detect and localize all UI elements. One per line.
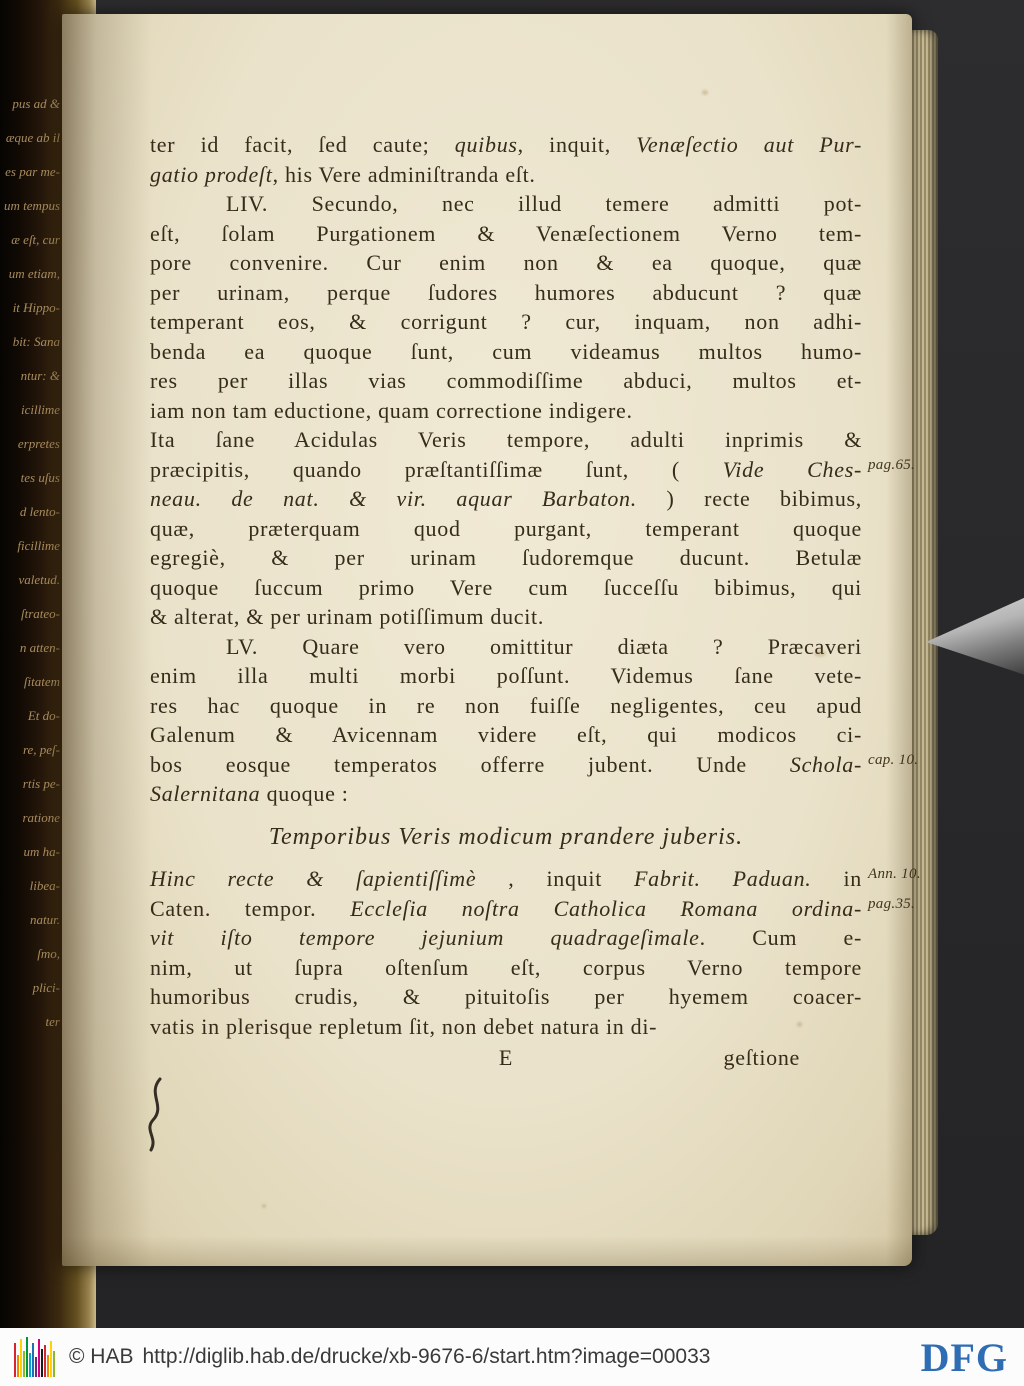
text-line: bos eosque temperatos offerre jubent. Unde Schola- [150,751,862,777]
margin-note: pag.35. [868,896,916,912]
spine-text-fragment: it Hippo- [12,300,60,315]
text-line: temperant eos, & corrigunt ? cur, inquam, non adhi- [150,309,862,334]
spine-text-fragment: ratione [22,810,60,825]
text-line: Temporibus Veris modicum prandere juberis. [268,823,744,850]
spine-text-fragment: ſtrateo- [21,606,60,621]
spine-text-fragment: erpretes [17,436,60,451]
text-line: Salernitana quoque : [150,781,349,806]
spine-text-fragment: icillime [21,402,60,417]
paper-speckle [797,1022,802,1027]
hab-logo-icon [14,1337,55,1377]
spine-text-fragment: um tempus [4,198,60,213]
text-line: iam non tam eductione, quam correctione indigere. [150,397,633,423]
spine-text-fragment: ſitatem [23,674,60,689]
spine-text-fragment: æ eſt, cur [11,232,60,247]
text-line: res per illas vias commodiſſime abduci, multos et- [150,368,862,393]
spine-text-fragment: plici- [32,980,60,995]
copyright-label: © HAB [69,1345,134,1368]
footer-bar [0,1328,1024,1386]
margin-note: cap. 10. [868,752,919,768]
spine-text-fragment: pus ad & [12,96,60,111]
left-page-fragments [0,0,70,1328]
text-line: eſt, ſolam Purgationem & Venæſectionem Verno tem- [150,220,862,246]
paper-speckle [262,1204,266,1208]
text-line: vit iſto tempore jejunium quadrageſimale. Cum e- [150,925,863,950]
spine-text-fragment: um ha- [23,844,60,859]
text-line: ter id facit, ſed caute; quibus, inquit, Venæſectio aut Pur- [150,132,863,157]
text-line: egregiè, & per urinam ſudoremque ducunt. Betulæ [150,545,862,570]
text-line: gatio prodeſt, his Vere adminiſtranda eſt. [150,161,536,187]
spine-text-fragment: bit: Sana [12,334,60,349]
text-line: & alterat, & per urinam potiſſimum ducit. [150,604,545,629]
copyright-text [69,1345,710,1369]
spine-text-fragment: ſmo, [37,946,60,961]
text-line: enim illa multi morbi poſſunt. Videmus ſane vete- [150,663,862,688]
text-line: humoribus crudis, & pituitoſis per hyemem coacer- [150,984,862,1009]
paper-stain [814,650,826,657]
margin-note: pag.65. [868,457,916,473]
text-line: E geſtione [498,1045,800,1070]
margin-note: Ann. 10. [868,866,921,882]
spine-text-fragment: Et do- [27,708,60,723]
text-line: vatis in plerisque repletum ſit, non debet natura in di- [150,1013,658,1039]
spine-text-fragment: d lento- [19,504,60,519]
text-line: res hac quoque in re non fuiſſe negligentes, ceu apud [150,692,862,718]
text-line: nim, ut ſupra oſtenſum eſt, corpus Verno tempore [150,954,862,980]
text-line: Caten. tempor. Eccleſia noſtra Catholica Romana ordina- [150,895,862,921]
text-line: quæ, præterquam quod purgant, temperant quoque [150,515,862,541]
spine-text-fragment: ter [45,1014,60,1029]
source-url[interactable]: http://diglib.hab.de/drucke/xb-9676-6/start.htm?image=00033 [142,1345,711,1368]
text-line: LIV. Secundo, nec illud temere admitti pot- [226,191,862,216]
spine-text-fragment: valetud. [18,572,60,587]
text-line: LV. Quare vero omittitur diæta ? Præcaveri [226,633,862,659]
dfg-logo: DFG [920,1335,1008,1380]
text-line: per urinam, perque ſudores humores abducunt ? quæ [150,279,862,305]
text-block [150,130,862,1073]
spine-text-fragment: rtis pe- [22,776,60,791]
book-page [62,14,921,1266]
spine-text-fragment: um etiam, [8,266,60,281]
spine-text-fragment: re, peſ- [22,742,60,757]
spine-text-fragment: ficillime [17,538,60,553]
bookmark-clip [924,594,1024,690]
text-line: Galenum & Avicennam videre eſt, qui modicos ci- [150,722,862,747]
spine-text-fragment: æque ab il [5,130,60,145]
text-line: Ita ſane Acidulas Veris tempore, adulti inprimis & [150,427,862,452]
spine-text-fragment: tes uſus [20,470,60,485]
spine-text-fragment: ntur: & [20,368,60,383]
text-line: quoque ſuccum primo Vere cum ſucceſſu bibimus, qui [150,574,862,600]
paper-speckle [702,90,708,95]
text-line: neau. de nat. & vir. aquar Barbaton. ) recte bibimus, [150,486,862,511]
text-line: pore convenire. Cur enim non & ea quoque, quæ [150,250,862,275]
spine-text-fragment: libea- [29,878,60,893]
spine-text-fragment: natur. [30,912,60,927]
text-line: Hinc recte & ſapientiſſimè , inquit Fabrit. Paduan. in [150,866,863,891]
spine-text-fragment: n atten- [19,640,60,655]
text-line: benda ea quoque ſunt, cum videamus multos humo- [150,338,862,364]
loose-thread [138,1076,180,1154]
spine-text-fragment: es par me- [5,164,60,179]
text-line: præcipitis, quando præſtantiſſimæ ſunt, ( Vide Ches- [150,456,862,482]
